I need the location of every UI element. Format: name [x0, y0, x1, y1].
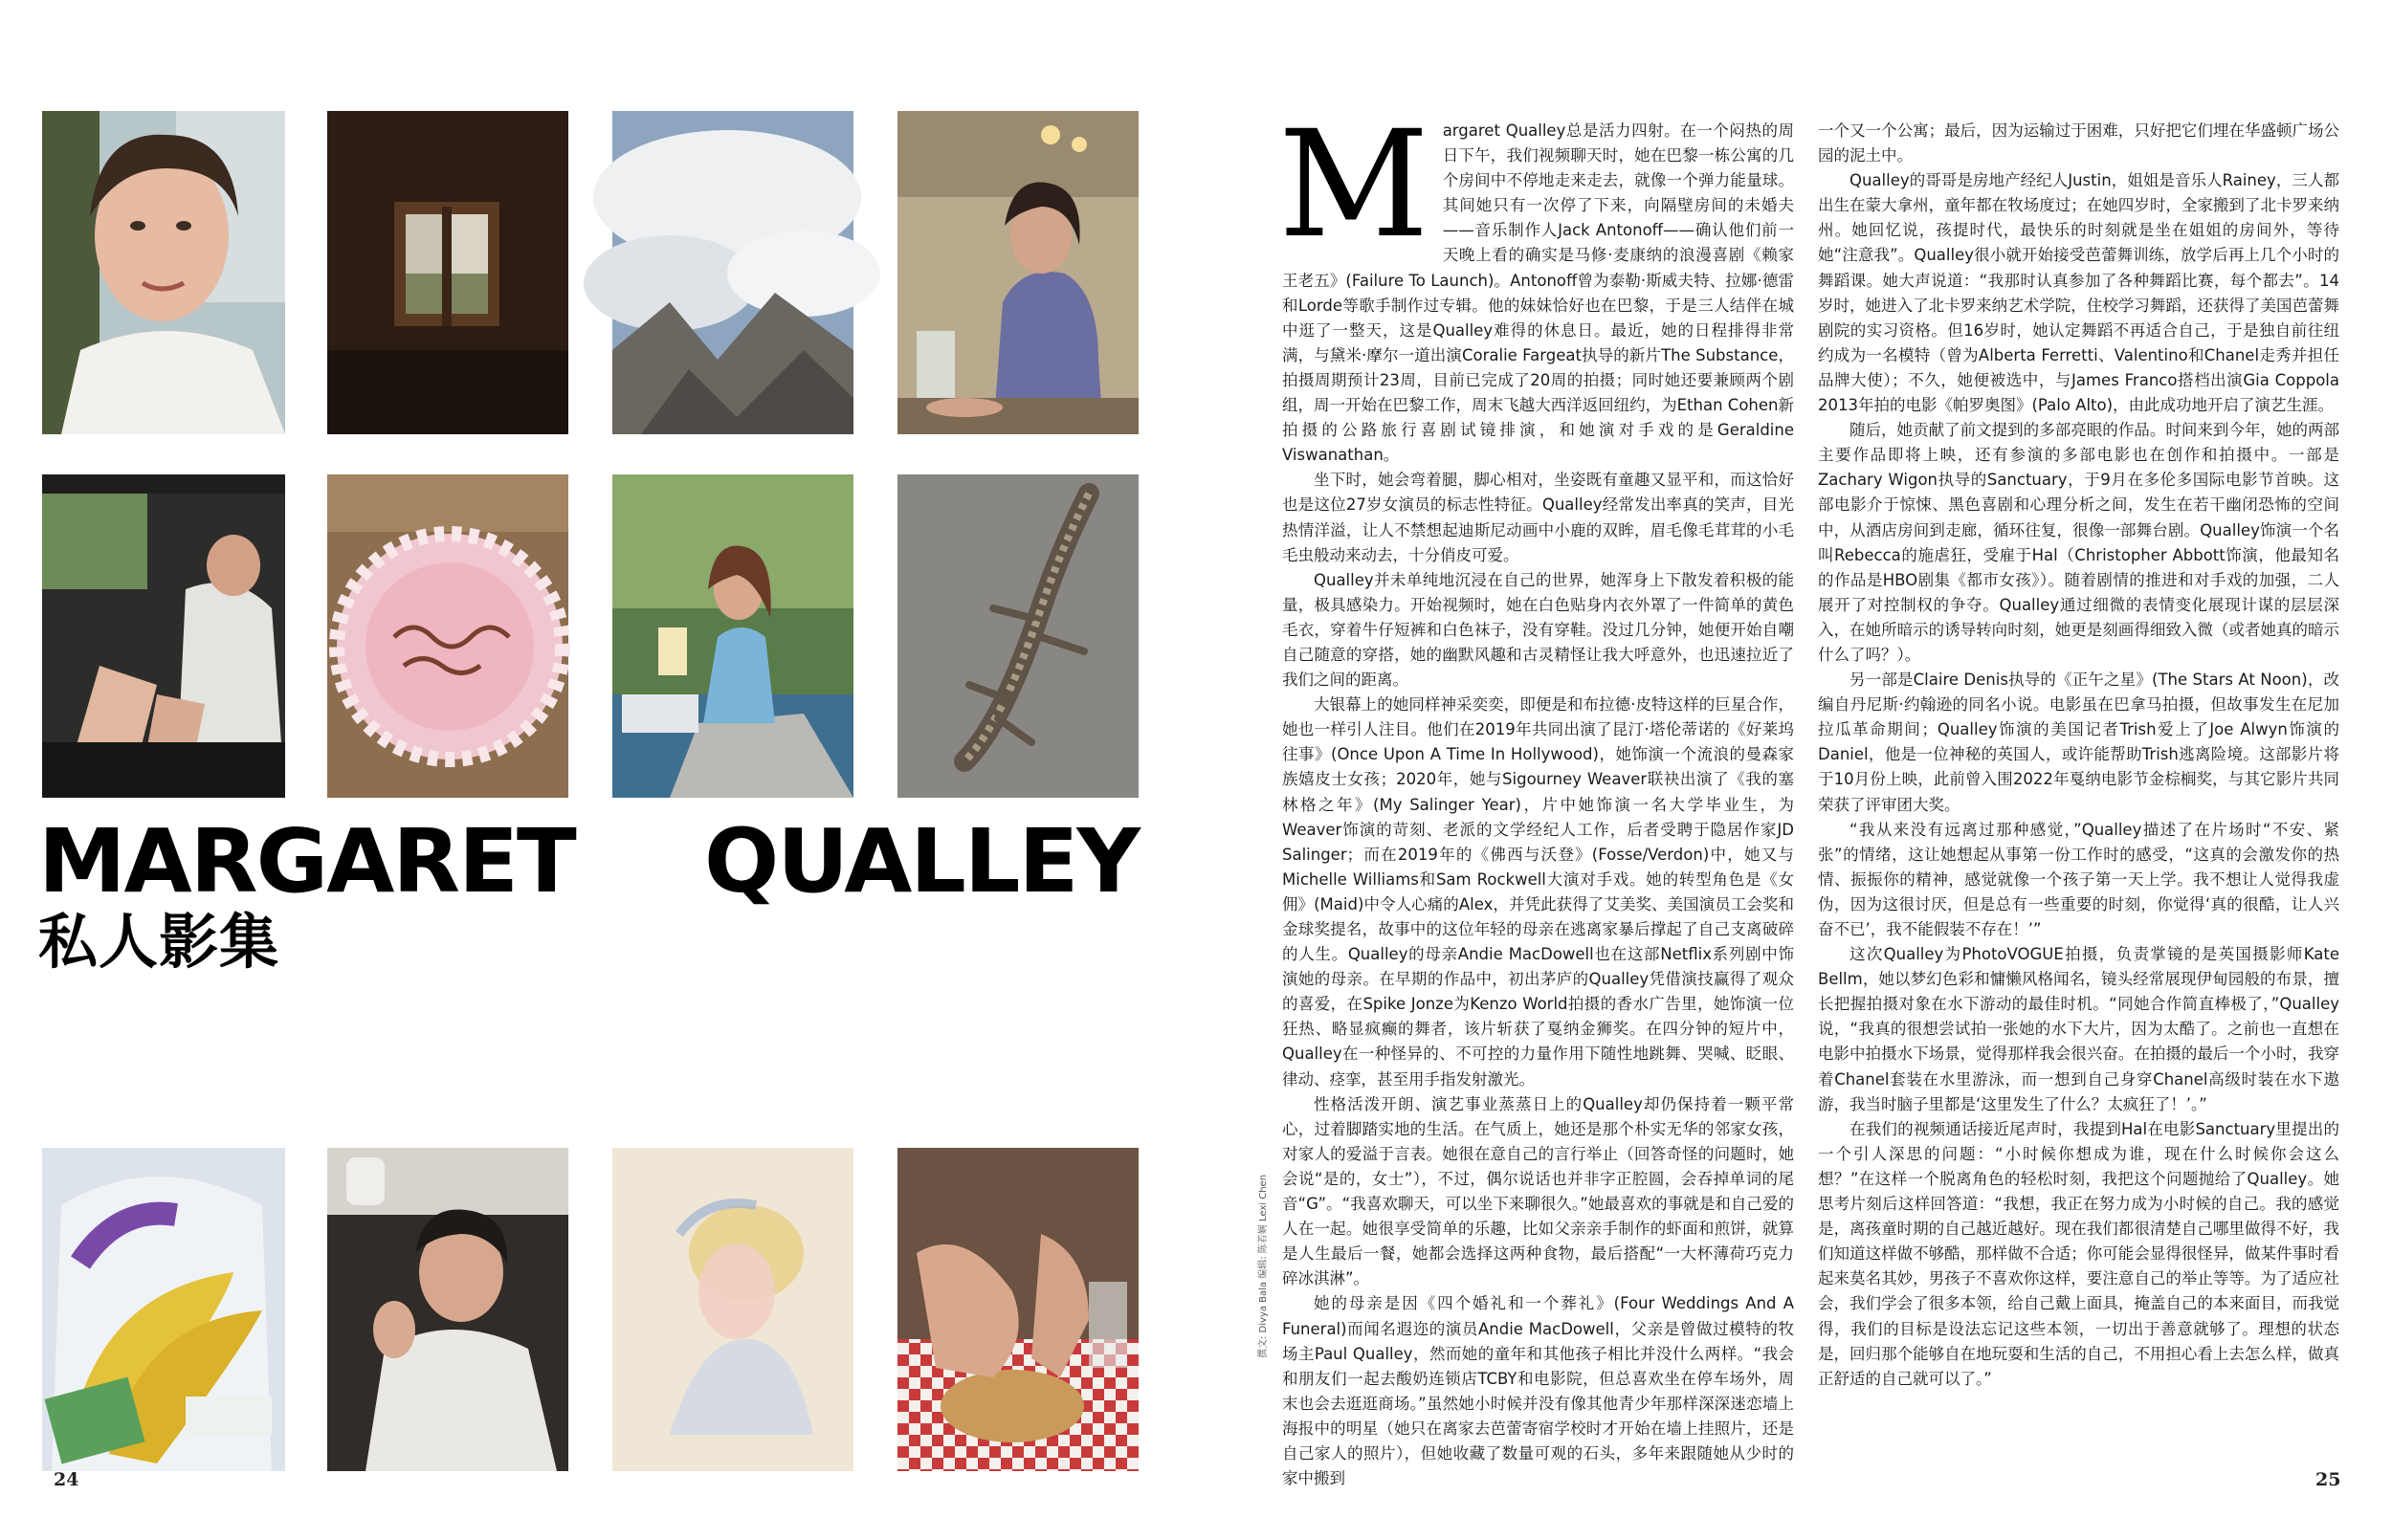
photo-car-backseat [42, 474, 285, 798]
photo-lizard-asphalt [897, 474, 1139, 798]
article-paragraph: 性格活泼开朗、演艺事业蒸蒸日上的Qualley却仍保持着一颗平常心，过着脚踏实地的生活。在气质上，她还是那个朴实无华的邻家女孩，对家人的爱溢于言表。她很在意自己的言行举止（回答奇怪的问题时，她会说“是的，女士”），不过，偶尔说话也并非字正腔圆，会吞掉单词的尾音“G”。“我喜欢聊天，可以坐下来聊很久。”她最喜欢的事就是和自己爱的人在一起。她很享受简单的乐趣，比如父亲亲手制作的虾面和煎饼，就算是人生最后一餐，她都会选择这两种食物，最后搭配“一大杯薄荷巧克力碎冰淇淋”。 [1282, 1094, 1794, 1288]
article-paragraph: 随后，她贡献了前文提到的多部亮眼的作品。时间来到今年，她的两部主要作品即将上映，还有参演的多部电影也在创作和拍摄中。一部是Zachary Wigon执导的Sanctuary，于9月在多伦多国际电影节首映。这部电影介于惊悚、黑色喜剧和心理分析之间，发生在若干幽闭恐怖的空间中，从酒店房间到走廊，循环往复，很像一部舞台剧。Qualley饰演一个名叫Rebecca的施虐狂，受雇于Hal（Christopher Abbott饰演，他最知名的作品是HBO剧集《都市女孩》）。随着剧情的推进和对手戏的加强，二人展开了对控制权的争夺。Qualley通过细微的表情变化展现计谋的层层深入，在她所暗示的诱导转向时刻，她更是刻画得细致入微（或者她真的暗示什么了吗？）。 [1818, 421, 2339, 664]
article-paragraph [1278, 99, 1794, 468]
photo-woman-sofa-drink [612, 474, 853, 798]
headline-first-name: MARGARET [38, 810, 575, 913]
article-paragraph: 她的母亲是因《四个婚礼和一个葬礼》(Four Weddings And A Funeral)而闻名遐迩的演员Andie MacDowell，父亲是曾做过模特的牧场主Paul Qualley，然而她的童年和其他孩子相比并没什么两样。“我会和朋友们一起去酸奶连锁店TCBY和电影院，但总喜欢坐在停车场外，周末也会去逛逛商场。”虽然她小时候并没有像其他青少年那样深深迷恋墙上海报中的明星（她只在离家去芭蕾寄宿学校时才开始在墙上挂照片，还是自己家人的照片），但她收藏了数量可观的石头，多年来跟随她从少时的家中搬到 [1282, 1294, 1794, 1488]
photo-hands-bread-basket [897, 1148, 1139, 1471]
photo-clouds-mountain [612, 111, 853, 434]
article-paragraph: 另一部是Claire Denis执导的《正午之星》(The Stars At Noon)，改编自丹尼斯·约翰逊的同名小说。电影虽在巴拿马拍摄，但故事发生在尼加拉瓜革命期间；Qualley饰演的美国记者Trish爱上了Joe Alwyn饰演的Daniel，他是一位神秘的英国人，或许能帮助Trish逃离险境。这部影片将于10月份上映，此前曾入围2022年戛纳电影节金棕榈奖，与其它影片共同荣获了评审团大奖。 [1818, 671, 2339, 814]
photo-selfie-portrait [42, 111, 285, 434]
drop-cap: M [1278, 99, 1429, 271]
photo-bananas-bag [42, 1148, 285, 1471]
photo-birthday-cake [327, 474, 568, 798]
headline-subtitle: 私人影集 [38, 907, 280, 977]
headline-name [38, 809, 1139, 914]
article-column-2 [1818, 119, 2339, 1467]
article-paragraph: Qualley并未单纯地沉浸在自己的世界，她浑身上下散发着积极的能量，极具感染力。开始视频时，她在白色贴身内衣外罩了一件简单的黄色毛衣，穿着牛仔短裤和白色袜子，没有穿鞋。没过几分钟，她便开始自嘲自己随意的穿搭，她的幽默风趣和古灵精怪让我大呼意外，也迅速拉近了我们之间的距离。 [1282, 570, 1794, 690]
article-paragraph: Qualley的哥哥是房地产经纪人Justin，姐姐是音乐人Rainey，三人都出生在蒙大拿州，童年都在牧场度过；在她四岁时，全家搬到了北卡罗来纳州。她回忆说，孩提时代，最快乐的时刻就是坐在姐姐的房间外，等待她“注意我”。Qualley很小就开始接受芭蕾舞训练，放学后再上几个小时的舞蹈课。她大声说道：“我那时认真参加了各种舞蹈比赛，每个都去”。14岁时，她进入了北卡罗来纳艺术学院，住校学习舞蹈，还获得了美国芭蕾舞剧院的实习资格。但16岁时，她认定舞蹈不再适合自己，于是独自前往纽约成为一名模特（曾为Alberta Ferretti、Valentino和Chanel走秀并担任品牌大使）；不久，她便被选中，与James Franco搭档出演Gia Coppola 2013年拍的电影《帕罗奥图》(Palo Alto)，由此成功地开启了演艺生涯。 [1818, 171, 2339, 415]
photo-man-airplane [327, 1148, 568, 1471]
photo-credit: 撰文: Divya Bala 编辑: 陈若娴 Lexi Chen [1258, 1174, 1269, 1358]
page-number-right: 25 [2315, 1469, 2341, 1490]
photo-watercolor-portrait [612, 1148, 853, 1471]
article-paragraph: 一个又一个公寓；最后，因为运输过于困难，只好把它们埋在华盛顿广场公园的泥土中。 [1818, 121, 2339, 165]
article-paragraph: 坐下时，她会弯着腿，脚心相对，坐姿既有童趣又显平和，而这恰好也是这位27岁女演员的标志性特征。Qualley经常发出率真的笑声，目光热情洋溢，让人不禁想起迪斯尼动画中小鹿的双眸，眉毛像毛茸茸的小毛毛虫般动来动去，十分俏皮可爱。 [1282, 471, 1794, 564]
article-paragraph: 在我们的视频通话接近尾声时，我提到Hal在电影Sanctuary里提出的一个引人深思的问题：“小时候你想成为谁，现在什么时候你会这么想？”在这样一个脱离角色的轻松时刻，我把这个问题抛给了Qualley。她思考片刻后这样回答道：“我想，我正在努力成为小时候的自己。我的感觉是，离孩童时期的自己越近越好。现在我们都很清楚自己哪里做得不好，我们知道这样做不够酷，那样做不合适；你可能会显得很怪异，做某件事时看起来莫名其妙，男孩子不喜欢你这样，要注意自己的举止等等。为了适应社会，我们学会了很多本领，给自己戴上面具，掩盖自己的本来面目，而我觉得，我们的目标是设法忘记这些本领，一切出于善意就够了。理想的状态是，回归那个能够自在地玩耍和生活的自己，不用担心看上去怎么样，做真正舒适的自己就可以了。” [1818, 1119, 2339, 1388]
headline-last-name: QUALLEY [704, 810, 1139, 913]
paragraph-text: argaret Qualley总是活力四射。在一个闷热的周日下午，我们视频聊天时，她在巴黎一栋公寓的几个房间中不停地走来走去，就像一个弹力能量球。其间她只有一次停了下来，向隔壁房间的未婚夫——音乐制作人Jack Antonoff——确认他们前一天晚上看的确实是马修·麦康纳的浪漫喜剧《赖家王老五》(Failure To Launch)。Antonoff曾为泰勒·斯威夫特、拉娜·德雷和Lorde等歌手制作过专辑。他的妹妹恰好也在巴黎，于是三人结伴在城中逛了一整天，这是Qualley难得的休息日。最近，她的日程排得非常满，与黛米·摩尔一道出演Coralie Fargeat执导的新片The Substance，拍摄周期预计23周，目前已完成了20周的拍摄；同时她还要兼顾两个剧组，周一开始在巴黎工作，周末飞越大西洋返回纽约，为Ethan Cohen新拍摄的公路旅行喜剧试镜排演，和她演对手戏的是Geraldine Viswanathan。 [1282, 121, 1794, 465]
article-column-1 [1278, 99, 1794, 1488]
photo-window-interior [327, 111, 568, 434]
photo-restaurant-table [897, 111, 1139, 434]
article-paragraph: “我从来没有远离过那种感觉，”Qualley描述了在片场时“不安、紧张”的情绪，这让她想起从事第一份工作时的感受，“这真的会激发你的热情、振振你的精神，感觉就像一个孩子第一天上学。我不想让人觉得我虚伪，因为这很讨厌，但是总有一些重要的时刻，你觉得‘真的很酷，让人兴奋不已’，我不能假装不存在！’” [1818, 820, 2339, 938]
article-paragraph: 大银幕上的她同样神采奕奕，即便是和布拉德·皮特这样的巨星合作，她也一样引人注目。他们在2019年共同出演了昆汀·塔伦蒂诺的《好莱坞往事》(Once Upon A Time In Hollywood)，她饰演一个流浪的曼森家族嬉皮士女孩；2020年，她与Sigourney Weaver联袂出演了《我的塞林格之年》(My Salinger Year)，片中她饰演一名大学毕业生，为Weaver饰演的苛刻、老派的文学经纪人工作，后者受聘于隐居作家JD Salinger；而在2019年的《佛西与沃登》(Fosse/Verdon)中，她又与Michelle Williams和Sam Rockwell大演对手戏。她的转型角色是《女佣》(Maid)中令人心痛的Alex，并凭此获得了艾美奖、美国演员工会奖和金球奖提名，故事中的这位年轻的母亲在逃离家暴后撑起了自己支离破碎的人生。Qualley的母亲Andie MacDowell也在这部Netflix系列剧中饰演她的母亲。在早期的作品中，初出茅庐的Qualley凭借演技赢得了观众的喜爱，在Spike Jonze为Kenzo World拍摄的香水广告里，她饰演一位狂热、略显疯癫的舞者，该片斩获了戛纳金狮奖。在四分钟的短片中，Qualley在一种怪异的、不可控的力量作用下随性地跳舞、哭喊、眨眼、律动、痉挛，甚至用手指发射激光。 [1282, 695, 1794, 1089]
page-number-left: 24 [54, 1469, 79, 1490]
article-paragraph: 这次Qualley为PhotoVOGUE拍摄，负责掌镜的是英国摄影师Kate Bellm，她以梦幻色彩和慵懒风格闻名，镜头经常展现伊甸园般的布景，擅长把握拍摄对象在水下游动的最佳时机。“同她合作简直棒极了，”Qualley说，“我真的很想尝试拍一张她的水下大片，因为太酷了。之前也一直想在电影中拍摄水下场景，觉得那样我会很兴奋。在拍摄的最后一个小时，我穿着Chanel套装在水里游泳，而一想到自己身穿Chanel高级时装在水下遨游，我当时脑子里都是‘这里发生了什么？太疯狂了！’。” [1818, 945, 2339, 1113]
